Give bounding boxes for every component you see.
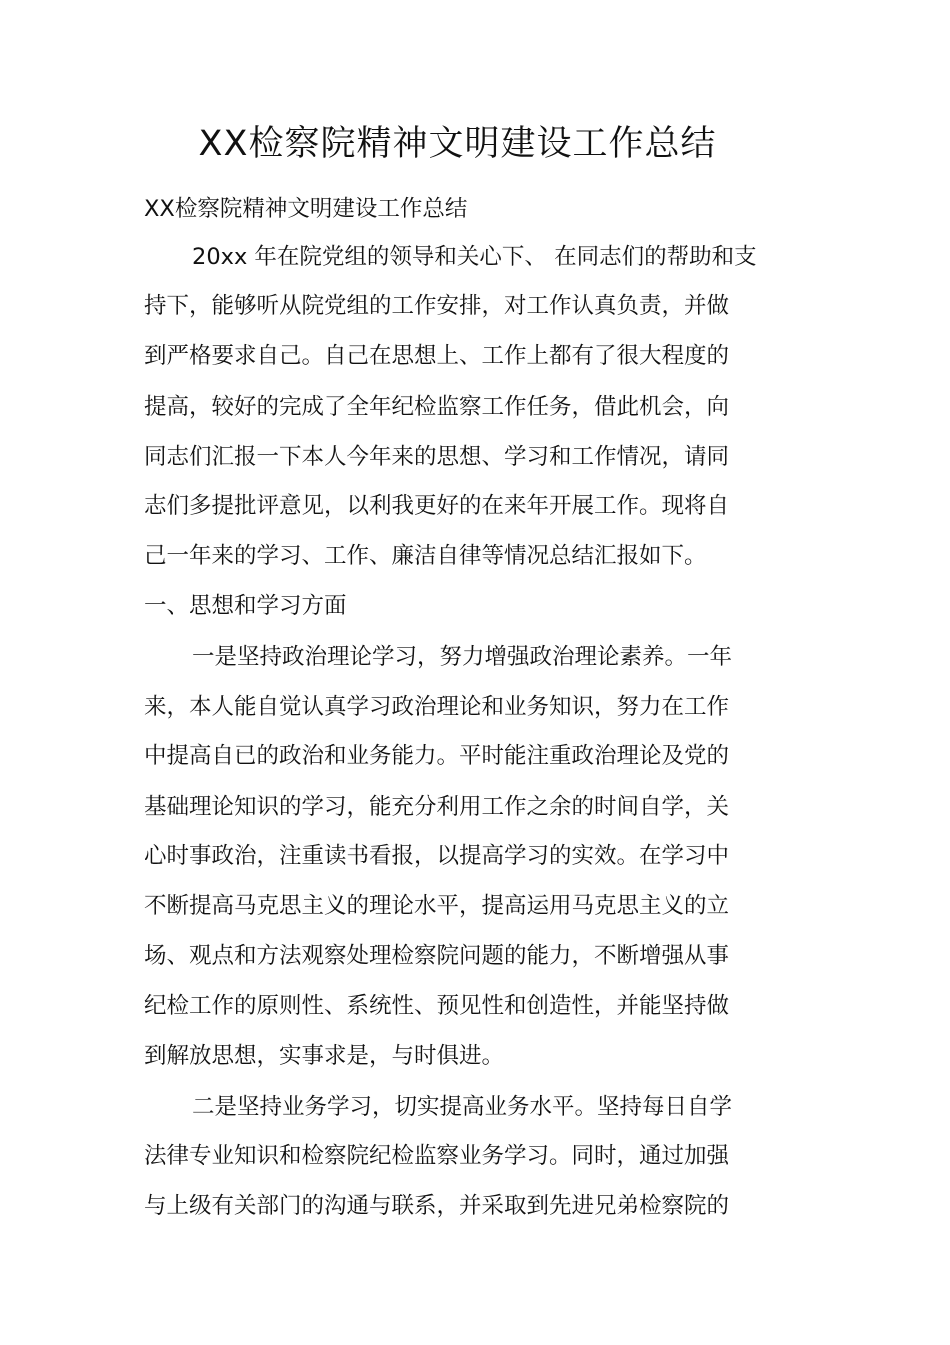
body-line: 己一年来的学习、工作、廉洁自律等情况总结汇报如下。 <box>144 543 707 569</box>
body-line: 一是坚持政治理论学习，努力增强政治理论素养。一年 <box>192 644 733 670</box>
body-line: 志们多提批评意见，以利我更好的在来年开展工作。现将自 <box>144 493 730 519</box>
body-line: 基础理论知识的学习，能充分利用工作之余的时间自学，关 <box>144 794 730 820</box>
body-line: 持下，能够听从院党组的工作安排，对工作认真负责，并做 <box>144 293 730 319</box>
body-line: 同志们汇报一下本人今年来的思想、学习和工作情况，请同 <box>144 444 730 470</box>
body-line: 提高，较好的完成了全年纪检监察工作任务，借此机会，向 <box>144 394 730 420</box>
body-line: 纪检工作的原则性、系统性、预见性和创造性，并能坚持做 <box>144 993 730 1019</box>
document-title: XX检察院精神文明建设工作总结 <box>198 124 717 164</box>
body-line: 到严格要求自己。自己在思想上、工作上都有了很大程度的 <box>144 343 730 369</box>
subtitle-line: XX检察院精神文明建设工作总结 <box>144 196 468 222</box>
body-line: 来，本人能自觉认真学习政治理论和业务知识，努力在工作 <box>144 694 730 720</box>
body-line: 不断提高马克思主义的理论水平，提高运用马克思主义的立 <box>144 893 730 919</box>
body-line: 20xx 年在院党组的领导和关心下、 在同志们的帮助和支 <box>192 244 757 270</box>
body-line: 法律专业知识和检察院纪检监察业务学习。同时，通过加强 <box>144 1143 730 1169</box>
body-line: 中提高自已的政治和业务能力。平时能注重政治理论及党的 <box>144 743 730 769</box>
section-heading: 一、思想和学习方面 <box>144 593 347 619</box>
body-line: 心时事政治，注重读书看报，以提高学习的实效。在学习中 <box>144 843 730 869</box>
body-line: 场、观点和方法观察处理检察院问题的能力，不断增强从事 <box>144 943 730 969</box>
body-line: 二是坚持业务学习，切实提高业务水平。坚持每日自学 <box>192 1094 733 1120</box>
body-line: 到解放思想，实事求是，与时俱进。 <box>144 1043 505 1069</box>
body-line: 与上级有关部门的沟通与联系，并采取到先进兄弟检察院的 <box>144 1193 730 1219</box>
